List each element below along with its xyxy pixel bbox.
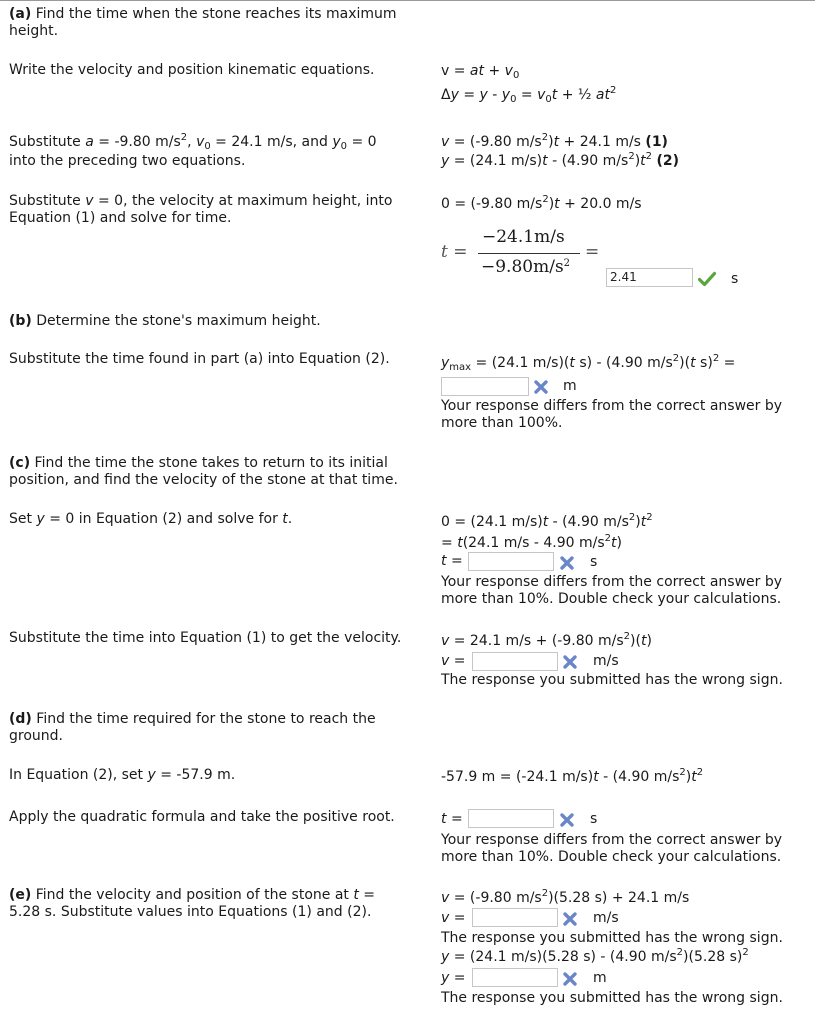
part-e-velocity-equation: v = (-9.80 $m/s^2)(5.28$ s) + 24.1 m/s bbox=[441, 888, 690, 906]
x-mark-icon bbox=[559, 812, 575, 828]
part-d-t-unit: s bbox=[590, 811, 598, 827]
part-c-v-feedback: The response you submitted has the wrong sign. bbox=[441, 672, 783, 688]
part-c-t-input[interactable] bbox=[468, 552, 554, 571]
x-mark-icon bbox=[562, 911, 578, 927]
part-d-t-label: t = bbox=[441, 811, 463, 827]
part-a-equation-1: v = (-9.80 $m/s^2)t + 24.1$ m/s (1) bbox=[441, 132, 668, 150]
part-c-t-unit: s bbox=[590, 554, 598, 570]
part-a-equation-3: 0 = (-9.80 $m/s^2)t + 20.0$ m/s bbox=[441, 194, 642, 212]
part-a-position-equation: $\Delta y = y - y_0 = v_0t$ + ½ $at^2$ bbox=[441, 85, 617, 105]
part-a-step-1: Write the velocity and position kinematic equations. bbox=[9, 62, 375, 78]
part-c-v-input[interactable] bbox=[472, 652, 558, 671]
part-c-equation-1: 0 = (24.1 m/s)t - (4.90 $m/s^2)t^2$ bbox=[441, 512, 653, 530]
fraction-equals: = bbox=[585, 242, 600, 262]
part-e-y-feedback: The response you submitted has the wrong sign. bbox=[441, 990, 783, 1006]
fraction-t-label: t = bbox=[441, 242, 468, 262]
part-c-equation-3: v = 24.1 m/s + (-9.80 $m/s^2)(t)$ bbox=[441, 631, 652, 649]
part-a-answer-unit: s bbox=[731, 271, 739, 287]
x-mark-icon bbox=[533, 379, 549, 395]
part-e-y-label: y = bbox=[441, 970, 466, 986]
fraction-bar bbox=[478, 253, 580, 254]
part-c-heading-cont: position, and find the velocity of the stone at that time. bbox=[9, 472, 398, 488]
part-a-heading-cont: height. bbox=[9, 23, 59, 39]
part-a-step-2: Substitute a = -9.80 $m/s^2$, $v_0 = 24.1$ m/s, and $y_0 = 0$ bbox=[9, 132, 377, 152]
part-e-y-unit: m bbox=[593, 970, 607, 986]
part-d-step-2: Apply the quadratic formula and take the positive root. bbox=[9, 809, 395, 825]
part-e-v-unit: m/s bbox=[593, 910, 619, 926]
part-a-step-3: Substitute v = 0, the velocity at maximum height, into bbox=[9, 193, 393, 209]
part-c-v-unit: m/s bbox=[593, 653, 619, 669]
fraction-denominator: $-9.80m/s^2$ bbox=[481, 257, 571, 277]
part-c-t-feedback-cont: more than 10%. Double check your calculations. bbox=[441, 591, 782, 607]
part-e-y-input[interactable] bbox=[472, 968, 558, 987]
part-c-step-1: Set y = 0 in Equation (2) and solve for t. bbox=[9, 511, 293, 527]
part-a-answer-input[interactable]: 2.41 bbox=[606, 268, 693, 287]
part-d-t-input[interactable] bbox=[468, 809, 554, 828]
part-b-feedback: Your response differs from the correct answer by bbox=[441, 398, 783, 414]
part-d-feedback: Your response differs from the correct answer by bbox=[441, 832, 783, 848]
part-c-heading: (c) Find the time the stone takes to return to its initial bbox=[9, 455, 388, 471]
fraction-numerator: −24.1m/s bbox=[482, 227, 565, 247]
part-b-equation: $y_{max} = (24.1$ m/s)(t s) - (4.90 $m/s^2)(t$ s)$^2$ = bbox=[441, 353, 736, 373]
part-b-answer-input[interactable] bbox=[441, 377, 529, 396]
part-e-v-label: v = bbox=[441, 910, 466, 926]
part-b-heading: (b) Determine the stone's maximum height. bbox=[9, 313, 321, 329]
part-c-v-label: v = bbox=[441, 653, 466, 669]
part-b-answer-unit: m bbox=[563, 378, 577, 394]
x-mark-icon bbox=[562, 971, 578, 987]
x-mark-icon bbox=[559, 555, 575, 571]
part-c-t-feedback: Your response differs from the correct answer by bbox=[441, 574, 783, 590]
part-c-t-label: t = bbox=[441, 553, 463, 569]
part-a-heading: (a) Find the time when the stone reaches its maximum bbox=[9, 6, 397, 22]
part-d-step-1: In Equation (2), set y = -57.9 m. bbox=[9, 767, 236, 783]
part-d-feedback-cont: more than 10%. Double check your calculations. bbox=[441, 849, 782, 865]
part-b-feedback-cont: more than 100%. bbox=[441, 415, 563, 431]
part-b-step-1: Substitute the time found in part (a) into Equation (2). bbox=[9, 351, 390, 367]
part-d-heading-cont: ground. bbox=[9, 728, 63, 744]
part-d-heading: (d) Find the time required for the stone to reach the bbox=[9, 711, 376, 727]
part-e-heading: (e) Find the velocity and position of the stone at t = bbox=[9, 887, 376, 903]
part-e-v-input[interactable] bbox=[472, 908, 558, 927]
part-e-v-feedback: The response you submitted has the wrong sign. bbox=[441, 930, 783, 946]
checkmark-icon bbox=[698, 271, 716, 287]
part-e-position-equation: y = (24.1 m/s)(5.28 s) - (4.90 $m/s^2)(5.28$ s)$^2$ bbox=[441, 947, 749, 965]
part-a-step-2-cont: into the preceding two equations. bbox=[9, 153, 246, 169]
part-d-equation-1: -57.9 m = (-24.1 m/s)t - (4.90 $m/s^2)t^2$ bbox=[441, 767, 704, 785]
part-a-step-3-cont: Equation (1) and solve for time. bbox=[9, 210, 232, 226]
x-mark-icon bbox=[562, 654, 578, 670]
part-e-heading-cont: 5.28 s. Substitute values into Equations (1) and (2). bbox=[9, 904, 372, 920]
part-a-equation-2: y = (24.1 m/s)t - (4.90 $m/s^2)t^2$ (2) bbox=[441, 151, 680, 169]
part-c-equation-2: = t(24.1 m/s - 4.90 $m/s^2t$) bbox=[441, 533, 622, 551]
top-divider bbox=[0, 0, 815, 1]
part-c-step-2: Substitute the time into Equation (1) to get the velocity. bbox=[9, 630, 402, 646]
part-a-velocity-equation: v = at + $v_0$ bbox=[441, 63, 520, 81]
